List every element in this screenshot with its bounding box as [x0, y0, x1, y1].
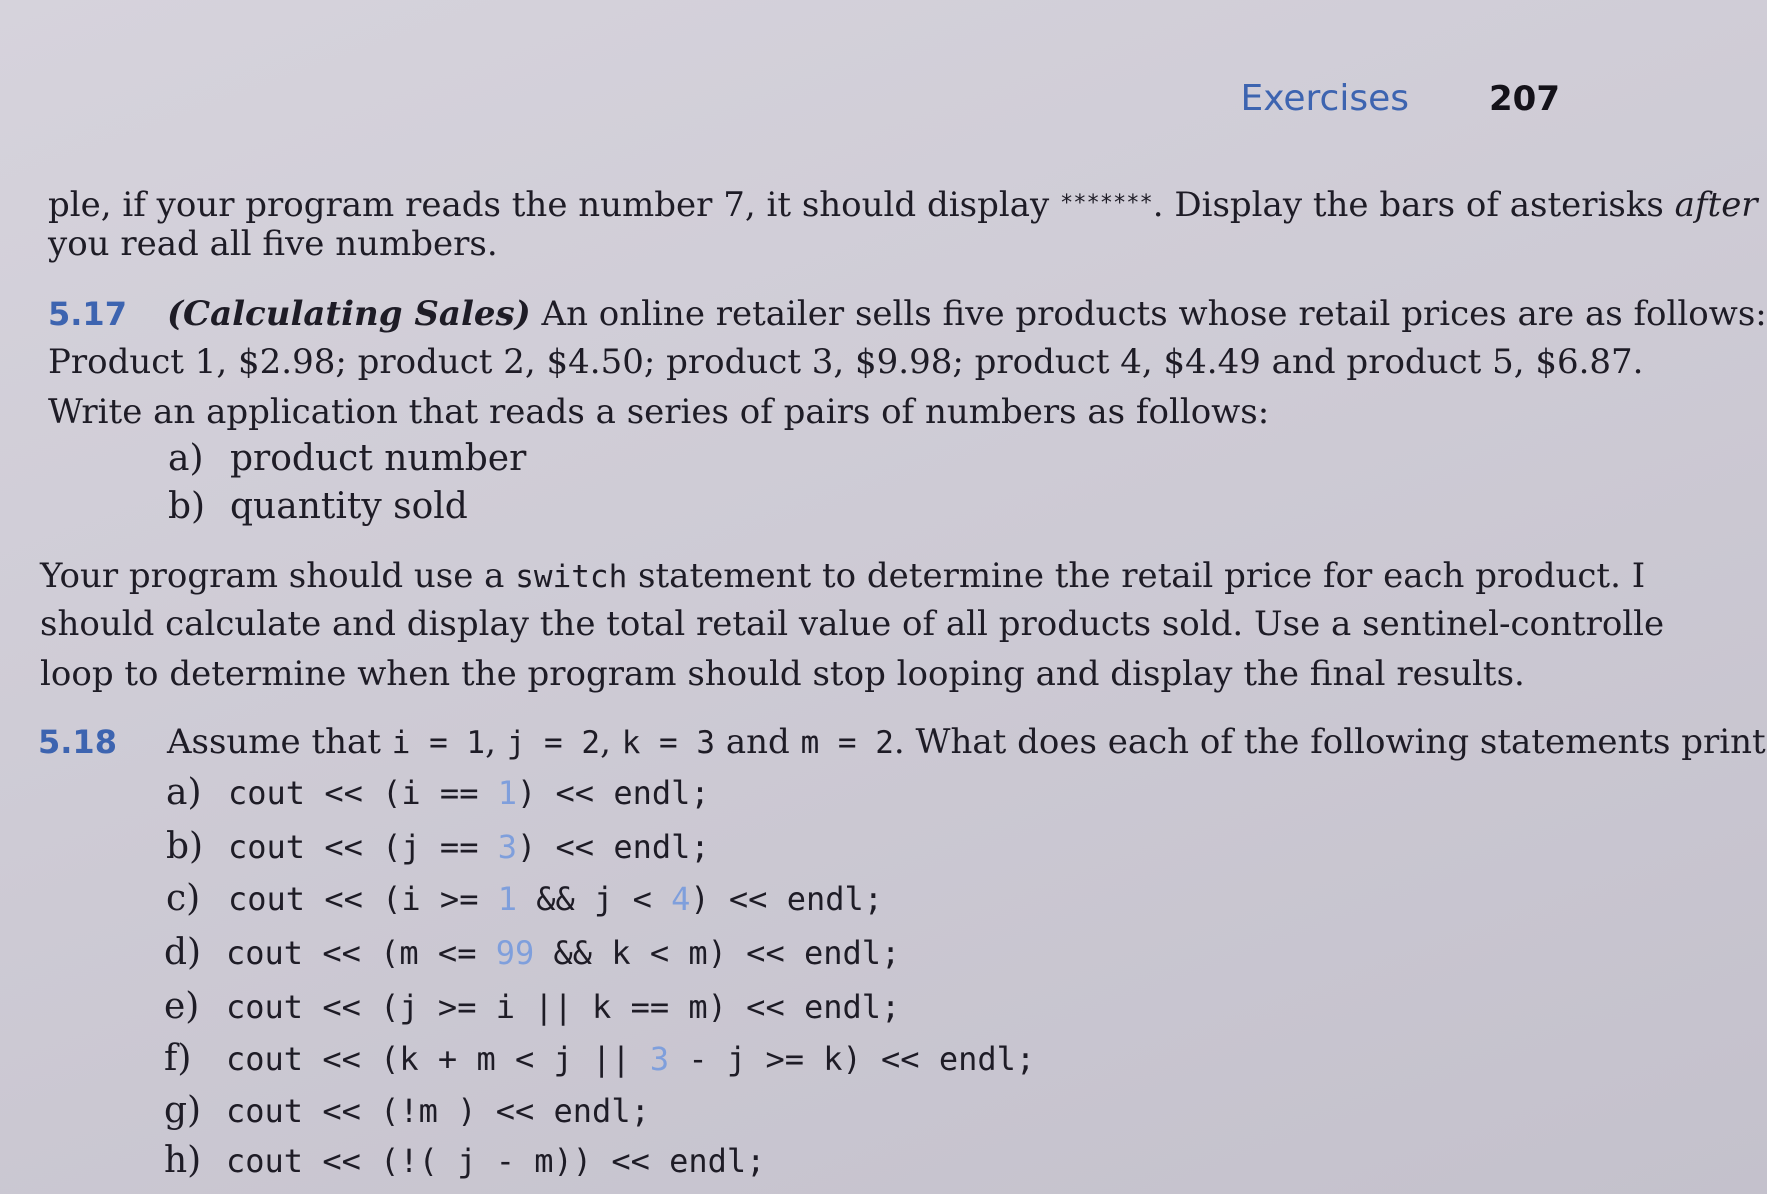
exercise-5-17-line-3: [48, 388, 1269, 436]
list-text: product number: [230, 438, 527, 479]
exercise-text: . What does each of the following statements print: [893, 722, 1766, 762]
exercise-5-18-line-1: [38, 718, 1766, 767]
intro-emphasis: after: [1674, 185, 1758, 225]
intro-text-2: you read all five numbers.: [48, 224, 498, 264]
exercise-5-17-line-1: [48, 290, 1767, 338]
exercise-number: 5.18: [38, 723, 117, 761]
code-literal: 3: [649, 1040, 670, 1078]
code-text: cout << (j >= i || k == m) << endl;: [226, 988, 901, 1026]
code-text: cout << (k + m < j ||: [226, 1040, 650, 1078]
code-item: [164, 1038, 1035, 1079]
list-label: g): [164, 1090, 202, 1131]
code-item: [164, 986, 900, 1027]
code-literal: 3: [497, 828, 517, 866]
code-var: j = 2: [506, 725, 601, 761]
exercise-text: Product 1, $2.98; product 2, $4.50; product 3, $9.98; product 4, $4.49 and product 5, $6.87.: [48, 342, 1644, 382]
list-label: c): [166, 878, 201, 919]
code-text: && j <: [516, 880, 672, 918]
code-item: [164, 932, 900, 973]
code-text: cout << (m <=: [226, 934, 496, 972]
list-item: [168, 486, 468, 527]
code-item: [164, 1140, 765, 1181]
paragraph-text: Your program should use a: [40, 556, 516, 596]
page-header: [1240, 78, 1560, 119]
list-label: a): [168, 438, 204, 479]
exercise-text: Assume that: [166, 722, 392, 762]
code-text: ) << endl;: [690, 880, 884, 918]
page-number: 207: [1489, 79, 1560, 119]
intro-line-2: [48, 220, 498, 268]
exercise-title: (Calculating Sales): [166, 294, 531, 334]
code-literal: 1: [497, 774, 517, 812]
exercise-number: 5.17: [48, 295, 127, 333]
list-label: b): [166, 826, 204, 867]
code-item: [166, 826, 710, 867]
section-title: Exercises: [1240, 78, 1410, 119]
list-label: d): [164, 932, 202, 973]
code-var: i = 1: [391, 725, 486, 761]
code-text: cout << (j ==: [228, 828, 498, 866]
code-text: cout << (!( j - m)) << endl;: [226, 1142, 766, 1180]
paragraph-text: should calculate and display the total retail value of all products sold. Use a sentinel-controlle: [40, 604, 1665, 644]
code-text: cout << (i >=: [228, 880, 498, 918]
list-label: e): [164, 986, 200, 1027]
list-label: h): [164, 1140, 202, 1181]
asterisks-example: *******: [1060, 191, 1153, 216]
exercise-5-17-para-2-line-3: [40, 650, 1525, 698]
exercise-5-17-para-2-line-2: [40, 600, 1664, 648]
exercise-text: Write an application that reads a series of pairs of numbers as follows:: [48, 392, 1270, 432]
code-var: k = 3: [621, 725, 716, 761]
code-literal: 4: [671, 880, 691, 918]
code-text: cout << (!m ) << endl;: [226, 1092, 650, 1130]
list-text: quantity sold: [230, 486, 468, 527]
exercise-text: An online retailer sells five products whose retail prices are as follows:: [530, 294, 1767, 334]
paragraph-text: statement to determine the retail price for each product. I: [627, 556, 1646, 596]
code-item: [164, 1090, 650, 1131]
code-var: m = 2: [800, 725, 894, 761]
list-label: b): [168, 486, 206, 527]
exercise-text: and: [715, 722, 801, 762]
code-text: cout << (i ==: [228, 774, 498, 812]
intro-text-after: . Display the bars of asterisks: [1152, 185, 1675, 225]
code-literal: 99: [495, 934, 535, 972]
separator: ,: [600, 722, 622, 762]
code-literal: 1: [497, 880, 517, 918]
separator: ,: [485, 722, 507, 762]
list-item: [168, 438, 526, 479]
code-item: [166, 772, 710, 813]
code-text: - j >= k) << endl;: [669, 1040, 1036, 1078]
exercise-5-17-para-2-line-1: [40, 552, 1645, 601]
list-label: f): [164, 1038, 192, 1079]
code-text: ) << endl;: [516, 828, 710, 866]
intro-text: ple, if your program reads the number 7, it should display: [48, 185, 1060, 225]
paragraph-text: loop to determine when the program should stop looping and display the final results.: [40, 654, 1525, 694]
code-text: && k < m) << endl;: [534, 934, 901, 972]
code-text: ) << endl;: [516, 774, 710, 812]
code-item: [166, 878, 883, 919]
list-label: a): [166, 772, 202, 813]
code-keyword: switch: [515, 559, 628, 595]
exercise-5-17-line-2: [48, 338, 1643, 386]
